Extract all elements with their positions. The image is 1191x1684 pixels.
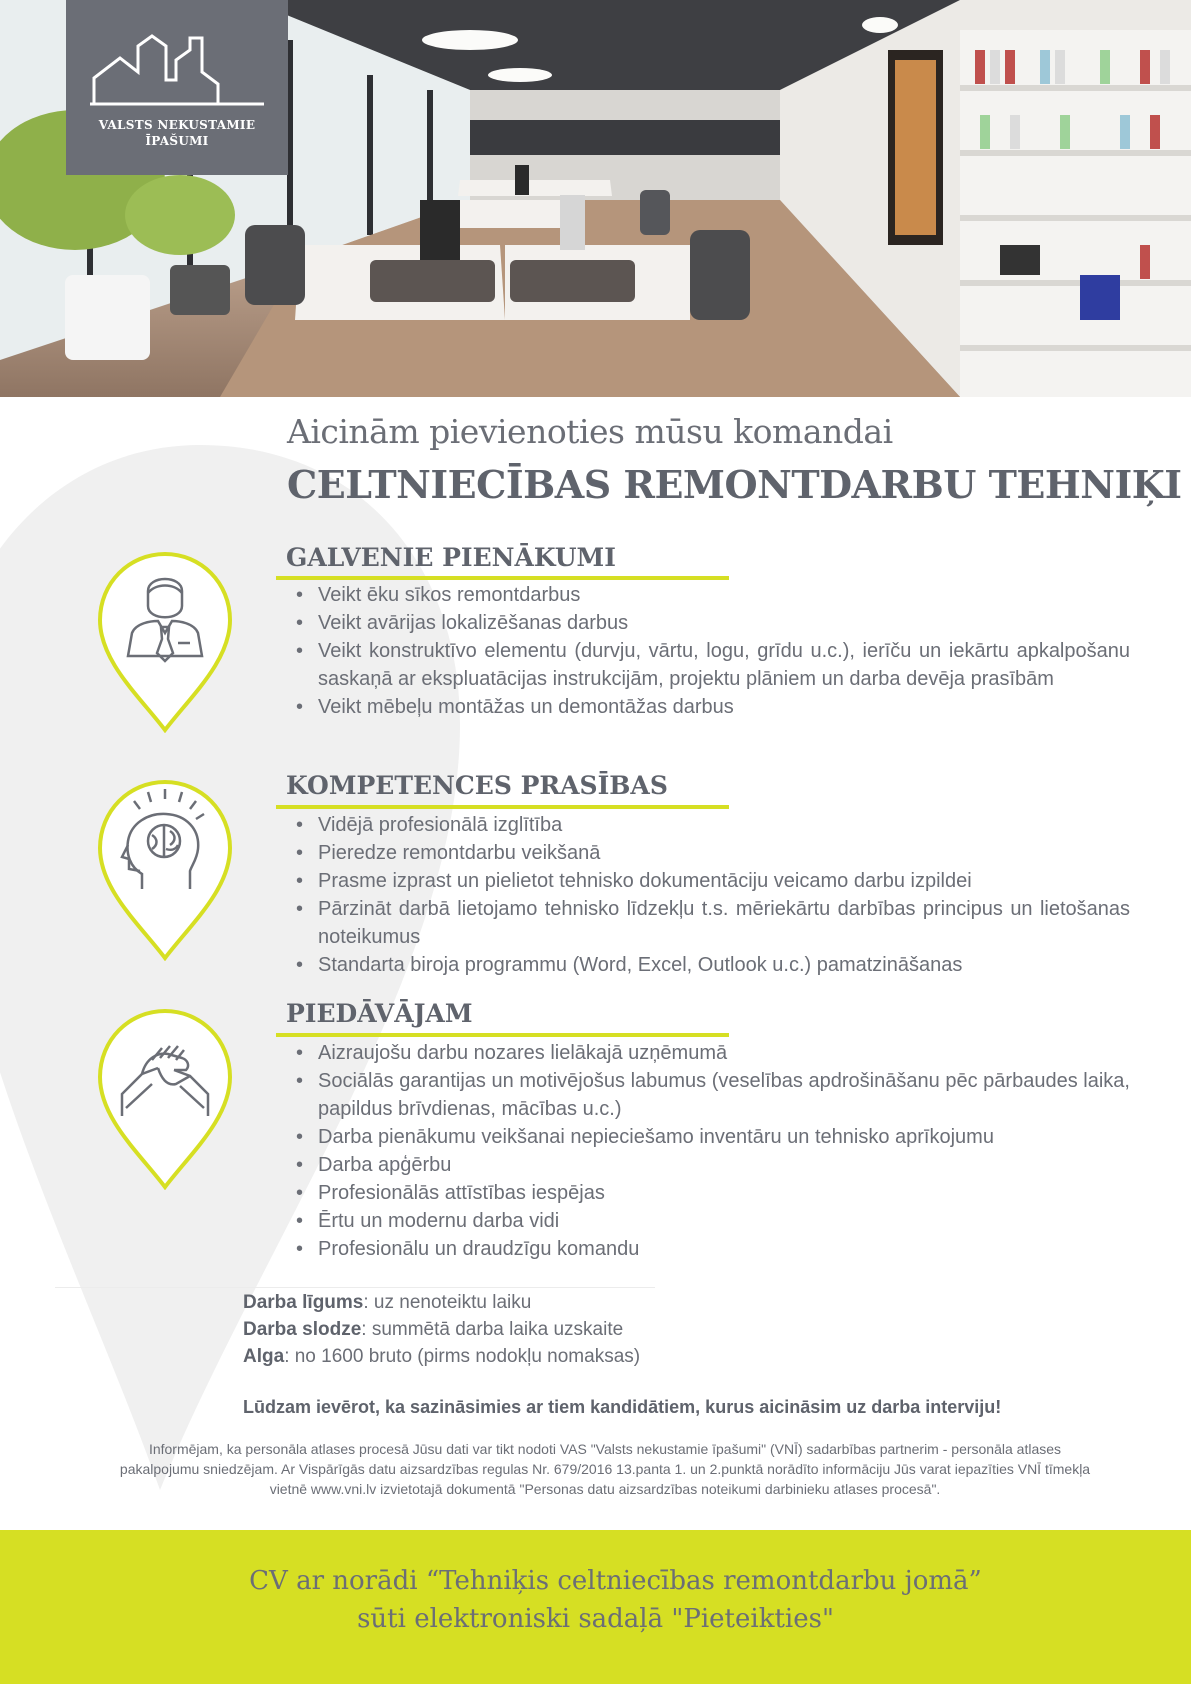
section-underline — [276, 805, 729, 809]
footer-apply-instruction: sūti elektroniski sadaļā "Pieteikties" — [357, 1604, 834, 1634]
contract-label: Darba līgums — [243, 1292, 364, 1313]
hero-office-photo — [0, 0, 1191, 397]
salary-term — [243, 1343, 640, 1370]
section-title-duties: GALVENIE PIENĀKUMI — [286, 543, 616, 572]
competences-list — [296, 811, 1130, 979]
section-title-competences: KOMPETENCES PRASĪBAS — [286, 771, 668, 800]
list-item: • Ērtu un modernu darba vidi — [296, 1207, 1130, 1235]
list-item: • Profesionālās attīstības iespējas — [296, 1179, 1130, 1207]
workload-term — [243, 1316, 640, 1343]
list-item: • Pieredze remontdarbu veikšanā — [296, 839, 1130, 867]
headline-intro: Aicinām pievienoties mūsu komandai — [287, 412, 893, 451]
handshake-icon — [96, 1008, 234, 1190]
interview-notice: Lūdzam ievērot, ka sazināsimies ar tiem kandidātiem, kurus aicināsim uz darba interviju! — [243, 1397, 1002, 1417]
logo-text-line2: ĪPAŠUMI — [145, 134, 209, 148]
privacy-fine-print: Informējam, ka personāla atlases procesā Jūsu dati var tikt nodoti VAS "Valsts nekustamie īpašumi" (VNĪ) sadarbības partnerim - personāla atlases pakalpojumu sniedzējam. Ar Vispārīgās datu aizsardzības regulas Nr. 679/2016 13.panta 1. un 2.punktā norādīto informāciju Jūs varat iepazīties VNĪ tīmekļa vietnē www.vni.lv izvietotajā dokumentā "Personas datu aizsardzības noteikumi darbinieku atlases procesā". — [119, 1441, 1091, 1497]
footer-cv-instruction: CV ar norādi “Tehniķis celtniecības remontdarbu jomā” — [249, 1566, 982, 1596]
section-underline — [276, 1033, 729, 1037]
list-item: • Aizraujošu darbu nozares lielākajā uzņēmumā — [296, 1039, 1130, 1067]
person-with-tie-icon — [96, 551, 234, 733]
head-with-brain-icon — [96, 779, 234, 961]
list-item: • Darba apģērbu — [296, 1151, 1130, 1179]
logo-buildings-icon — [90, 32, 264, 112]
list-item: • Pārzināt darbā lietojamo tehnisko līdzekļu t.s. mēriekārtu darbības principus un lietošanas noteikumus — [296, 895, 1130, 951]
offer-list — [296, 1039, 1130, 1263]
list-item: • Veikt konstruktīvo elementu (durvju, vārtu, logu, grīdu u.c.), ierīču un iekārtu apkalpošanu saskaņā ar ekspluatācijas instrukcijām, projektu plāniem un darba devēja prasībām — [296, 637, 1130, 693]
workload-value: : summētā darba laika uzskaite — [361, 1319, 624, 1340]
company-logo — [66, 0, 288, 175]
contract-value: : uz nenoteiktu laiku — [363, 1292, 532, 1313]
section-title-offer: PIEDĀVĀJAM — [286, 999, 473, 1028]
logo-text-line1: VALSTS NEKUSTAMIE — [98, 118, 256, 132]
section-underline — [276, 576, 729, 580]
contract-term — [243, 1289, 640, 1316]
list-item: • Veikt mēbeļu montāžas un demontāžas darbus — [296, 693, 1130, 721]
divider — [55, 1287, 655, 1288]
salary-label: Alga — [243, 1346, 285, 1367]
duties-list — [296, 581, 1130, 721]
list-item: • Veikt ēku sīkos remontdarbus — [296, 581, 1130, 609]
salary-value: : no 1600 bruto (pirms nodokļu nomaksas) — [284, 1346, 641, 1367]
employment-terms — [243, 1289, 640, 1370]
list-item: • Vidējā profesionālā izglītība — [296, 811, 1130, 839]
list-item: • Darba pienākumu veikšanai nepieciešamo inventāru un tehnisko aprīkojumu — [296, 1123, 1130, 1151]
list-item: • Prasme izprast un pielietot tehnisko dokumentāciju veicamo darbu izpildei — [296, 867, 1130, 895]
footer-banner — [0, 1530, 1191, 1684]
list-item: • Standarta biroja programmu (Word, Excel, Outlook u.c.) pamatzināšanas — [296, 951, 1130, 979]
workload-label: Darba slodze — [243, 1319, 362, 1340]
list-item: • Veikt avārijas lokalizēšanas darbus — [296, 609, 1130, 637]
list-item: • Sociālās garantijas un motivējošus labumus (veselības apdrošināšanu pēc pārbaudes laika, papildus brīvdienas, mācības u.c.) — [296, 1067, 1130, 1123]
list-item: • Profesionālu un draudzīgu komandu — [296, 1235, 1130, 1263]
headline-position: CELTNIECĪBAS REMONTDARBU TEHNIĶI — [287, 462, 1182, 507]
